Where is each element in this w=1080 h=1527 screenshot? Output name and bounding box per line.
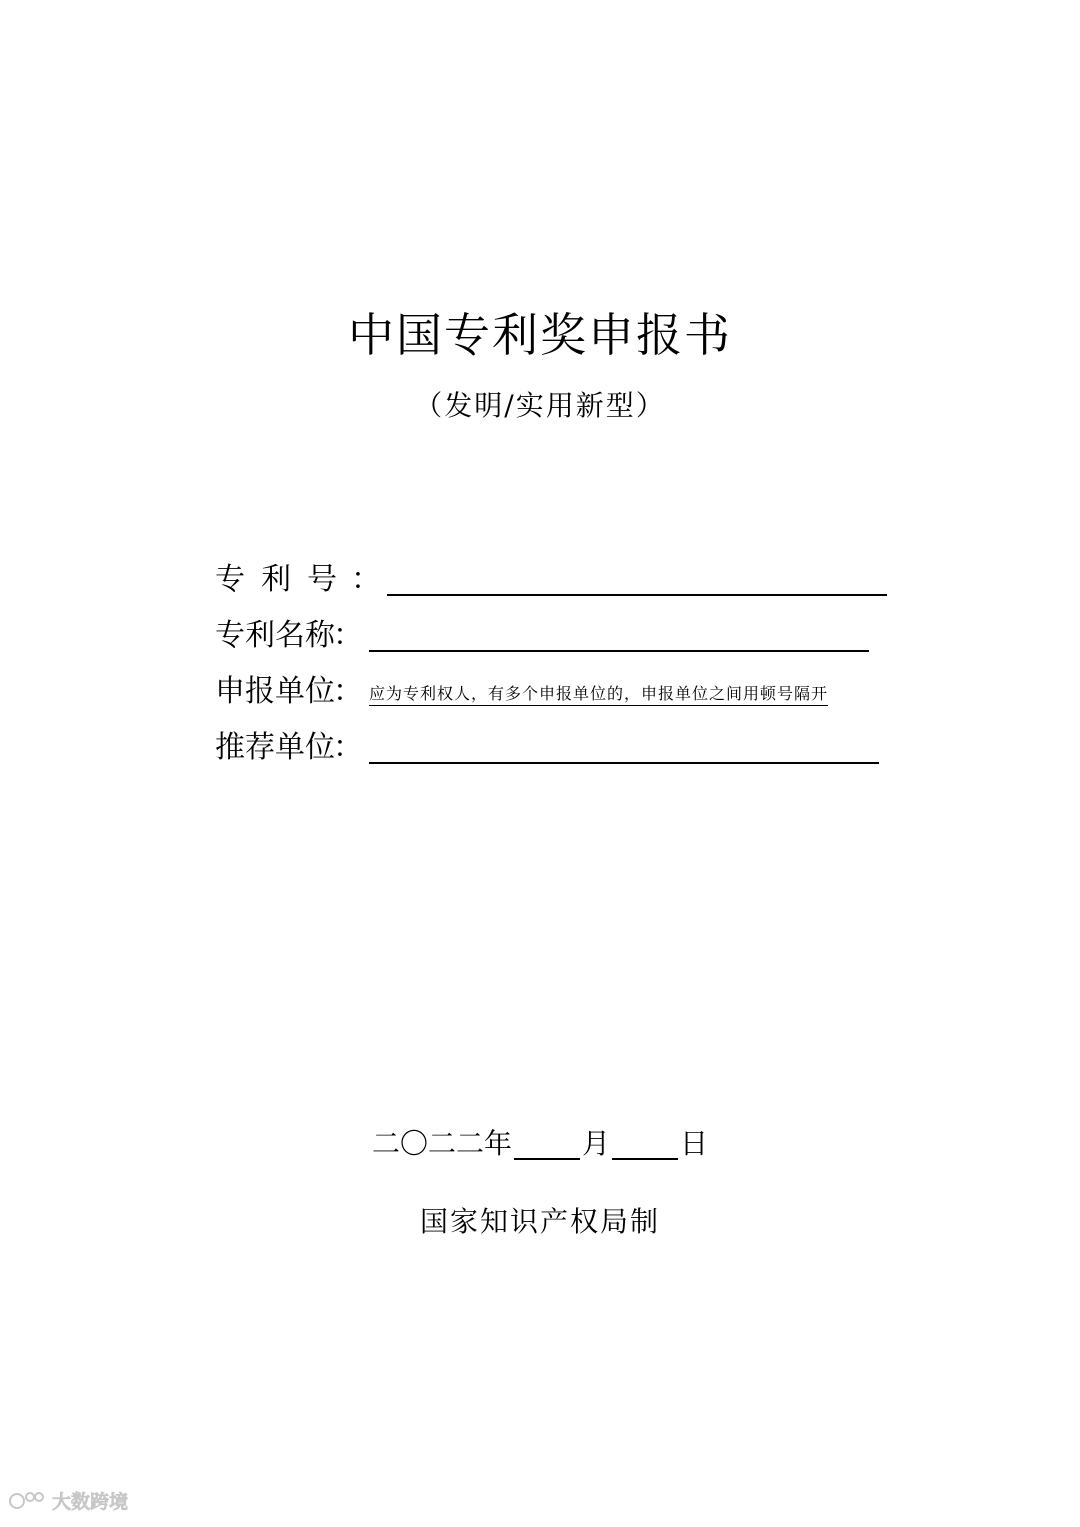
issuer-footer: 国家知识产权局制 [419, 1205, 660, 1238]
document-subtitle: （发明/实用新型） [414, 389, 666, 422]
document-title: 中国专利奖申报书 [348, 308, 732, 362]
patent-number-colon: ： [351, 562, 381, 597]
recommender-label: 推荐单位 [215, 730, 335, 765]
patent-name-input-line[interactable] [369, 620, 869, 652]
field-applicant [215, 668, 828, 712]
field-patent-number [215, 556, 887, 600]
field-patent-name [215, 612, 869, 656]
patent-name-colon: ： [333, 618, 363, 653]
date-year: 二〇二二年 [371, 1127, 512, 1160]
date-month-blank[interactable] [514, 1128, 580, 1160]
applicant-label: 申报单位 [215, 674, 335, 709]
patent-number-input-line[interactable] [387, 564, 887, 596]
date-month-label: 月 [581, 1127, 610, 1160]
recommender-colon: ： [333, 730, 363, 765]
date-line [0, 1122, 1080, 1166]
brand-logo-icon [8, 1488, 140, 1514]
date-day-blank[interactable] [612, 1128, 678, 1160]
field-recommender [215, 724, 879, 768]
patent-name-label: 专利名称 [215, 618, 335, 653]
recommender-input-line[interactable] [369, 732, 879, 764]
date-day-label: 日 [680, 1127, 709, 1160]
svg-text:大数跨境: 大数跨境 [52, 1491, 129, 1513]
patent-number-label: 专利号 [215, 562, 353, 597]
applicant-colon: ： [333, 674, 363, 709]
watermark [8, 1488, 140, 1514]
applicant-hint[interactable]: 应为专利权人，有多个申报单位的，申报单位之间用顿号隔开 [369, 683, 828, 706]
